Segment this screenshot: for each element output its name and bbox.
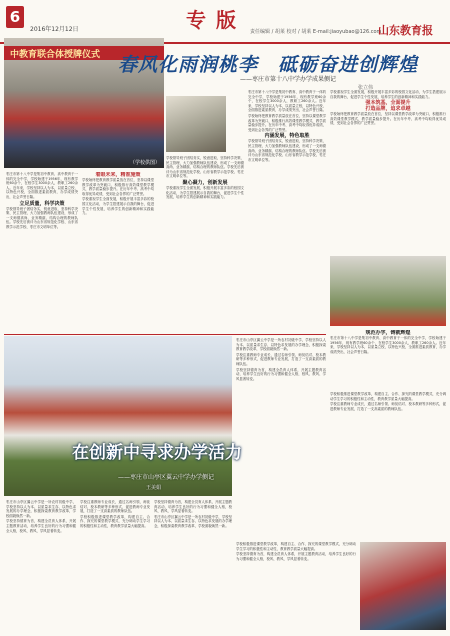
feature2-column-4 — [80, 500, 150, 632]
feature2-column-5 — [154, 500, 232, 632]
feature1-paragraph: 学校领导班子团结务实，锐意进取，坚持科学决策、民主管理，大力加强教师队伍建设，形成了一支师德高尚、业务精湛、结构合理的教师队伍。学校先后被评为山东省规范化学校、山东省教学示范学校、枣庄市文明单位等。 — [248, 139, 326, 162]
photo-caption: （学校供图） — [129, 160, 160, 166]
sidebar-subtitle: 打造品牌，追求卓越 — [365, 106, 411, 113]
feature1-column-2 — [82, 172, 154, 332]
feature2-paragraph: 枣庄市山亭区翼云中学是一所农村初级中学，学校坚持以人为本、以质量求生存、以特色求发展的办学理念，积极探索教育教学改革，学校面貌焕然一新。 — [6, 500, 76, 518]
feature2-paragraph: 学校坚持德育为首，构建全员育人体系，开展主题教育活动，培养学生良好的行为习惯和健全人格，校风、教风、学风显著转变。 — [236, 367, 326, 381]
feature2-column-2 — [330, 392, 446, 538]
feature1-paragraph: 学校始终把教育教学质量放在首位，坚持以课堂教学改革为突破口，积极推行高效课堂教学模式，教学质量稳步提升。在历年中考、高考中均取得优异成绩，受到社会各界的广泛赞誉。 — [330, 112, 446, 126]
feature1-paragraph: 学校重视学生全面发展，积极开展丰富多彩的校园文化活动，为学生搭建展示自我的舞台，促进学生个性发展，培养学生的创新精神和实践能力。 — [330, 90, 446, 99]
newspaper-logo: 山东教育报 — [378, 24, 433, 37]
feature2-paragraph: 枣庄市山亭区翼云中学是一所农村初级中学，学校坚持以人为本、以质量求生存、以特色求发展的办学理念，积极探索教育教学改革，学校面貌焕然一新。 — [236, 338, 326, 352]
feature1-subheadline: ——枣庄市第十八中学办学成果侧记 — [240, 76, 337, 83]
feature2-column-1 — [236, 338, 326, 538]
sports-field-photo — [330, 256, 446, 326]
feature1-subhead: 规范办学，铸就辉煌 — [365, 330, 411, 336]
section-title: 专版 — [186, 8, 246, 32]
meeting-photo — [166, 96, 226, 152]
feature1-paragraph: 学校始终把教育教学质量放在首位，坚持以课堂教学改革为突破口，积极推行高效课堂教学模式，教学质量稳步提升。在历年中考、高考中均取得优异成绩，受到社会各界的广泛赞誉。 — [248, 113, 326, 132]
feature1-subhead: 聚心凝力，创新发展 — [182, 179, 228, 186]
teacher-student-photo — [360, 542, 446, 630]
feature2-headline: 在创新中寻求办学活力 — [72, 443, 242, 463]
feature2-paragraph: 学校注重教师专业成长，通过名师引领、师徒结对、校本教研等多种形式，促进教师专业发展，打造了一支高素质的教师队伍。 — [236, 352, 326, 366]
feature1-subhead: 内涵发展，特色取胜 — [264, 133, 310, 140]
feature1-byline: 张立伟 — [358, 85, 374, 91]
feature2-byline: 王美娟 — [146, 485, 162, 491]
feature2-paragraph: 枣庄市山亭区翼云中学是一所农村初级中学，学校坚持以人为本、以质量求生存、以特色求发展的办学理念，积极探索教育教学改革，学校面貌焕然一新。 — [154, 514, 232, 528]
issue-date: 2016年12月12日 — [30, 26, 79, 33]
feature2-paragraph: 学校积极推进课堂教学改革，构建自主、合作、探究的课堂教学模式，充分调动学生学习的积极性和主动性，教育教学质量大幅提高。 — [80, 514, 150, 528]
photo-banner-text: 中教育联合体授牌仪式 — [10, 50, 101, 60]
feature1-column-6 — [330, 330, 446, 390]
feature2-paragraph: 学校积极推进课堂教学改革，构建自主、合作、探究的课堂教学模式，充分调动学生学习的积极性和主动性，教育教学质量大幅提高。 — [330, 392, 446, 401]
feature2-paragraph: 学校注重教师专业成长，通过名师引领、师徒结对、校本教研等多种形式，促进教师专业发展，打造了一支高素质的教师队伍。 — [80, 500, 150, 514]
feature1-paragraph: 枣庄市第十八中学是集初中教育、高中教育于一体的完全中学，学校始建于1956年，现有教学班60余个，在校学生3000余人，教职工260余人。近年来，学校坚持以人为本，以质量立校，以特色兴校，全面推进素质教育，办学成绩突出，社会声誉日隆。 — [248, 90, 326, 113]
feature1-paragraph: 学校领导班子团结务实，锐意进取，坚持科学决策、民主管理，大力加强教师队伍建设，形成了一支师德高尚、业务精湛、结构合理的教师队伍。学校先后被评为山东省规范化学校、山东省教学示范学校、枣庄市文明单位等。 — [6, 206, 78, 229]
feature1-column-1 — [6, 172, 78, 332]
feature2-paragraph: 学校坚持德育为首，构建全员育人体系，开展主题教育活动，培养学生良好的行为习惯和健全人格，校风、教风、学风显著转变。 — [6, 519, 76, 533]
feature1-column-4 — [248, 90, 326, 332]
feature2-paragraph: 学校积极推进课堂教学改革，构建自主、合作、探究的课堂教学模式，充分调动学生学习的积极性和主动性，教育教学质量大幅提高。 — [236, 542, 356, 551]
feature2-paragraph: 学校坚持德育为首，构建全员育人体系，开展主题教育活动，培养学生良好的行为习惯和健全人格，校风、教风、学风显著转变。 — [154, 500, 232, 514]
sidebar-title: 强本筑基，全面提升 — [365, 100, 411, 107]
section-divider — [4, 334, 326, 335]
feature1-headline: 春风化雨润桃李 砥砺奋进创辉煌 — [118, 54, 419, 76]
feature1-column-5 — [330, 90, 446, 252]
page-number: 6 — [6, 6, 24, 28]
feature1-paragraph: 学校重视学生全面发展，积极开展丰富多彩的校园文化活动，为学生搭建展示自我的舞台，促进学生个性发展，培养学生的创新精神和实践能力。 — [166, 185, 244, 200]
feature1-paragraph: 学校重视学生全面发展，积极开展丰富多彩的校园文化活动，为学生搭建展示自我的舞台，促进学生个性发展，培养学生的创新精神和实践能力。 — [82, 197, 154, 216]
feature1-paragraph: 学校领导班子团结务实，锐意进取，坚持科学决策、民主管理，大力加强教师队伍建设，形成了一支师德高尚、业务精湛、结构合理的教师队伍。学校先后被评为山东省规范化学校、山东省教学示范学校、枣庄市文明单位等。 — [166, 156, 244, 179]
feature2-paragraph: 学校坚持德育为首，构建全员育人体系，开展主题教育活动，培养学生良好的行为习惯和健全人格，校风、教风、学风显著转变。 — [236, 552, 356, 561]
feature1-paragraph: 学校始终把教育教学质量放在首位，坚持以课堂教学改革为突破口，积极推行高效课堂教学模式，教学质量稳步提升。在历年中考、高考中均取得优异成绩，受到社会各界的广泛赞誉。 — [82, 178, 154, 196]
feature1-subhead: 着眼未来，精准施策 — [95, 172, 141, 178]
feature1-column-3 — [166, 156, 244, 332]
feature1-paragraph: 枣庄市第十八中学是集初中教育、高中教育于一体的完全中学，学校始建于1956年，现有教学班60余个，在校学生3000余人，教职工260余人。近年来，学校坚持以人为本，以质量立校，以特色兴校，全面推进素质教育，办学成绩突出，社会声誉日隆。 — [330, 336, 446, 354]
feature2-column-3 — [6, 500, 76, 632]
editor-contact: 责任编辑 / 胡莱 校对 / 胡莱 E-mail:jiaoyubao@126.com — [250, 29, 382, 35]
feature2-column-6 — [236, 542, 356, 632]
feature2-paragraph: 学校注重教师专业成长，通过名师引领、师徒结对、校本教研等多种形式，促进教师专业发展，打造了一支高素质的教师队伍。 — [330, 402, 446, 411]
feature1-paragraph: 枣庄市第十八中学是集初中教育、高中教育于一体的完全中学，学校始建于1956年，现有教学班60余个，在校学生3000余人，教职工260余人。近年来，学校坚持以人为本，以质量立校，以特色兴校，全面推进素质教育，办学成绩突出，社会声誉日隆。 — [6, 172, 78, 199]
feature2-subheadline: ——枣庄市山亭区翼云中学办学侧记 — [118, 474, 215, 481]
feature1-subhead: 立足质量，科学决策 — [19, 200, 65, 207]
